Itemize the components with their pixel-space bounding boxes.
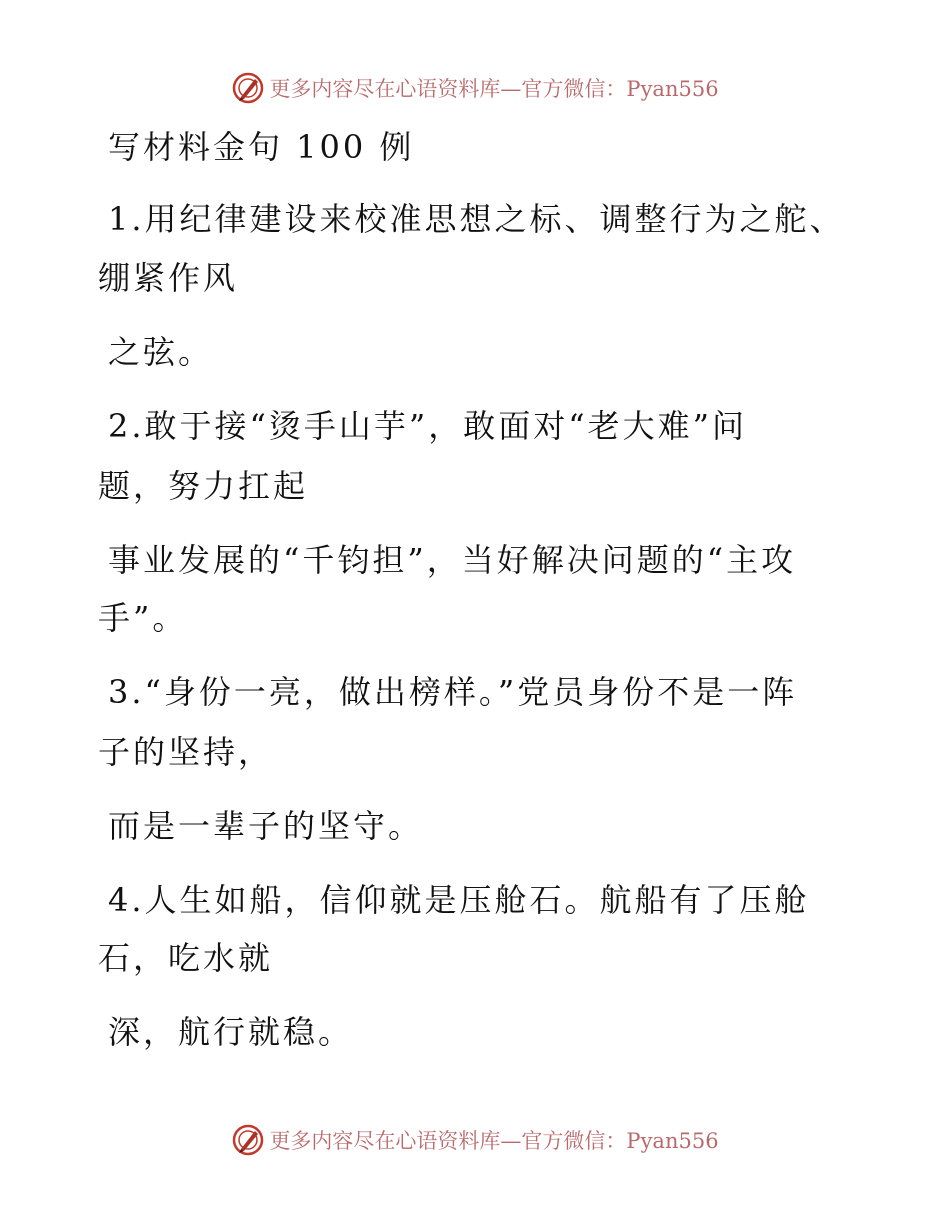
paragraph-line: 3.“身份一亮，做出榜样。”党员身份不是一阵 bbox=[108, 673, 798, 711]
paragraph-line: 2.敢于接“烫手山芋”，敢面对“老大难”问 bbox=[108, 407, 747, 445]
paragraph-line: 手”。 bbox=[98, 599, 188, 637]
paragraph-line: 事业发展的“千钧担”，当好解决问题的“主攻 bbox=[108, 541, 797, 579]
paragraph-line: 而是一辈子的坚守。 bbox=[108, 807, 424, 845]
watermark-text: 更多内容尽在心语资料库—官方微信：Pyan556 bbox=[269, 1129, 719, 1153]
paragraph-line: 4.人生如船，信仰就是压舱石。航船有了压舱 bbox=[108, 881, 810, 919]
paragraph-line: 1.用纪律建设来校准思想之标、调整行为之舵、 bbox=[108, 200, 845, 238]
paragraph-line: 子的坚持， bbox=[98, 733, 274, 771]
pen-logo-icon bbox=[231, 71, 265, 105]
paragraph-line: 石，吃水就 bbox=[98, 939, 274, 977]
paragraph-line: 绷紧作风 bbox=[98, 259, 239, 297]
footer-watermark bbox=[0, 1120, 950, 1160]
paragraph-line: 题，努力扛起 bbox=[98, 467, 309, 505]
watermark-text: 更多内容尽在心语资料库—官方微信：Pyan556 bbox=[269, 77, 719, 101]
header-watermark bbox=[0, 68, 950, 108]
paragraph-line: 深，航行就稳。 bbox=[108, 1013, 354, 1051]
paragraph-line: 之弦。 bbox=[108, 333, 214, 371]
pen-logo-icon bbox=[231, 1123, 265, 1157]
document-title: 写材料金句 100 例 bbox=[108, 128, 415, 166]
